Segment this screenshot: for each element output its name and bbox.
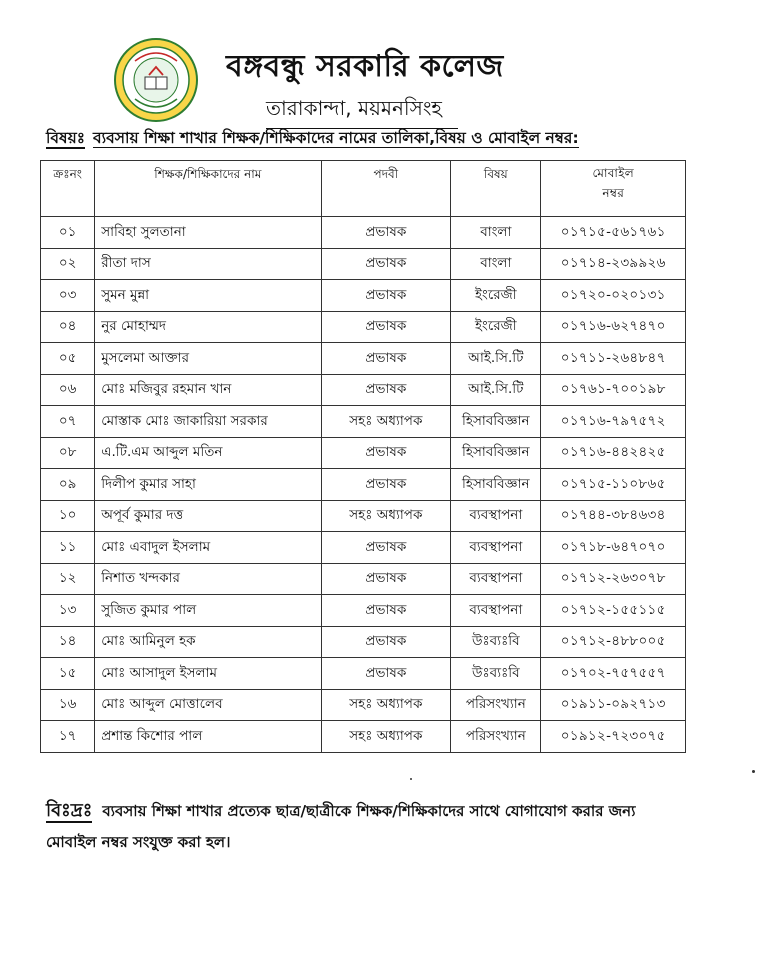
- cell-subject: আই.সি.টি: [451, 343, 541, 375]
- cell-mobile: ০১৭১২-৪৮৮০০৫: [541, 626, 686, 658]
- header-designation: পদবী: [321, 161, 451, 217]
- cell-serial: ১৬: [41, 689, 95, 721]
- cell-name: এ.টি.এম আব্দুল মতিন: [95, 437, 321, 469]
- table-row: [41, 500, 686, 532]
- cell-subject: উঃব্যঃবি: [451, 626, 541, 658]
- table-row: [41, 563, 686, 595]
- cell-subject: ইংরেজী: [451, 311, 541, 343]
- cell-name: সাবিহা সুলতানা: [95, 217, 321, 249]
- header-name: শিক্ষক/শিক্ষিকাদের নাম: [95, 161, 321, 217]
- table-row: [41, 437, 686, 469]
- table-row: [41, 595, 686, 627]
- cell-name: মোস্তাক মোঃ জাকারিয়া সরকার: [95, 406, 321, 438]
- header-mobile-line1: মোবাইল: [592, 166, 634, 180]
- cell-subject: পরিসংখ্যান: [451, 689, 541, 721]
- cell-subject: ব্যবস্থাপনা: [451, 500, 541, 532]
- cell-mobile: ০১৭২০-০২০১৩১: [541, 280, 686, 312]
- teachers-table: [40, 160, 686, 753]
- cell-serial: ১০: [41, 500, 95, 532]
- subject-label: বিষয়ঃ: [46, 129, 86, 147]
- cell-designation: প্রভাষক: [321, 280, 451, 312]
- college-logo: [113, 37, 199, 123]
- header-mobile: [541, 161, 686, 217]
- cell-name: মোঃ আসাদুল ইসলাম: [95, 658, 321, 690]
- cell-designation: প্রভাষক: [321, 626, 451, 658]
- cell-designation: প্রভাষক: [321, 437, 451, 469]
- cell-serial: ০৩: [41, 280, 95, 312]
- cell-designation: প্রভাষক: [321, 343, 451, 375]
- cell-serial: ১৩: [41, 595, 95, 627]
- table-row: [41, 721, 686, 753]
- cell-name: সুমন মুন্না: [95, 280, 321, 312]
- cell-designation: প্রভাষক: [321, 658, 451, 690]
- cell-name: অপূর্ব কুমার দত্ত: [95, 500, 321, 532]
- cell-name: মোঃ আব্দুল মোত্তালেব: [95, 689, 321, 721]
- table-row: [41, 689, 686, 721]
- cell-mobile: ০১৯১২-৭২৩০৭৫: [541, 721, 686, 753]
- footnote: [46, 795, 686, 858]
- table-row: [41, 343, 686, 375]
- table-row: [41, 311, 686, 343]
- cell-subject: ইংরেজী: [451, 280, 541, 312]
- cell-designation: সহঃ অধ্যাপক: [321, 500, 451, 532]
- cell-name: রীতা দাস: [95, 248, 321, 280]
- cell-subject: বাংলা: [451, 217, 541, 249]
- cell-mobile: ০১৭১৪-২৩৯৯২৬: [541, 248, 686, 280]
- cell-serial: ০৬: [41, 374, 95, 406]
- cell-serial: ০৯: [41, 469, 95, 501]
- footnote-label: বিঃদ্রঃ: [46, 800, 93, 821]
- cell-subject: ব্যবস্থাপনা: [451, 595, 541, 627]
- footnote-text: ব্যবসায় শিক্ষা শাখার প্রত্যেক ছাত্র/ছাত্রীকে শিক্ষক/শিক্ষিকাদের সাথে যোগাযোগ করার জন্য মোবাইল নম্বর সংযুক্ত করা হল।: [46, 802, 636, 851]
- subject-line: [46, 126, 706, 152]
- cell-serial: ০১: [41, 217, 95, 249]
- cell-serial: ১৭: [41, 721, 95, 753]
- subject-text: ব্যবসায় শিক্ষা শাখার শিক্ষক/শিক্ষিকাদের নামের তালিকা,বিষয় ও মোবাইল নম্বর:: [93, 129, 579, 147]
- cell-mobile: ০১৭১৬-৪৪২৪২৫: [541, 437, 686, 469]
- cell-mobile: ০১৭১৫-১১০৮৬৫: [541, 469, 686, 501]
- cell-mobile: ০১৭৬১-৭০০১৯৮: [541, 374, 686, 406]
- table-header-row: [41, 161, 686, 217]
- cell-mobile: ০১৭১৬-৭৯৭৫৭২: [541, 406, 686, 438]
- cell-designation: সহঃ অধ্যাপক: [321, 406, 451, 438]
- table-row: [41, 248, 686, 280]
- table-row: [41, 374, 686, 406]
- cell-designation: প্রভাষক: [321, 532, 451, 564]
- cell-serial: ০৪: [41, 311, 95, 343]
- cell-subject: ব্যবস্থাপনা: [451, 563, 541, 595]
- college-address: তারাকান্দা, ময়মনসিংহ: [266, 94, 458, 129]
- cell-subject: ব্যবস্থাপনা: [451, 532, 541, 564]
- cell-designation: প্রভাষক: [321, 248, 451, 280]
- cell-serial: ১২: [41, 563, 95, 595]
- cell-name: মুসলেমা আক্তার: [95, 343, 321, 375]
- cell-serial: ০৮: [41, 437, 95, 469]
- cell-subject: হিসাববিজ্ঞান: [451, 469, 541, 501]
- cell-subject: আই.সি.টি: [451, 374, 541, 406]
- cell-subject: হিসাববিজ্ঞান: [451, 406, 541, 438]
- header-subject: বিষয়: [451, 161, 541, 217]
- cell-subject: হিসাববিজ্ঞান: [451, 437, 541, 469]
- header-mobile-line2: নম্বর: [602, 186, 625, 200]
- cell-name: নিশাত খন্দকার: [95, 563, 321, 595]
- cell-designation: প্রভাষক: [321, 595, 451, 627]
- cell-serial: ১৫: [41, 658, 95, 690]
- cell-serial: ০২: [41, 248, 95, 280]
- cell-serial: ০৫: [41, 343, 95, 375]
- table-row: [41, 532, 686, 564]
- cell-mobile: ০১৭১২-১৫৫১১৫: [541, 595, 686, 627]
- cell-subject: বাংলা: [451, 248, 541, 280]
- cell-name: সুজিত কুমার পাল: [95, 595, 321, 627]
- cell-name: মোঃ মজিবুর রহমান খান: [95, 374, 321, 406]
- cell-mobile: ০১৭১৫-৫৬১৭৬১: [541, 217, 686, 249]
- cell-mobile: ০১৭৪৪-৩৮৪৬৩৪: [541, 500, 686, 532]
- cell-designation: সহঃ অধ্যাপক: [321, 721, 451, 753]
- cell-serial: ১৪: [41, 626, 95, 658]
- cell-subject: উঃব্যঃবি: [451, 658, 541, 690]
- cell-mobile: ০১৭১১-২৬৪৮৪৭: [541, 343, 686, 375]
- cell-designation: প্রভাষক: [321, 311, 451, 343]
- cell-designation: সহঃ অধ্যাপক: [321, 689, 451, 721]
- cell-name: প্রশান্ত কিশোর পাল: [95, 721, 321, 753]
- scan-speck: [410, 778, 412, 780]
- cell-designation: প্রভাষক: [321, 469, 451, 501]
- cell-mobile: ০১৭০২-৭৫৭৫৫৭: [541, 658, 686, 690]
- cell-mobile: ০১৭১২-২৬৩০৭৮: [541, 563, 686, 595]
- table-row: [41, 626, 686, 658]
- cell-subject: পরিসংখ্যান: [451, 721, 541, 753]
- table-row: [41, 658, 686, 690]
- header-serial: ক্রঃনং: [41, 161, 95, 217]
- cell-name: নুর মোহাম্মদ: [95, 311, 321, 343]
- cell-designation: প্রভাষক: [321, 563, 451, 595]
- cell-mobile: ০১৯১১-০৯২৭১৩: [541, 689, 686, 721]
- cell-serial: ০৭: [41, 406, 95, 438]
- cell-mobile: ০১৭১৮-৬৪৭০৭০: [541, 532, 686, 564]
- cell-serial: ১১: [41, 532, 95, 564]
- scan-speck: [752, 770, 755, 773]
- cell-designation: প্রভাষক: [321, 374, 451, 406]
- table-row: [41, 469, 686, 501]
- cell-designation: প্রভাষক: [321, 217, 451, 249]
- table-row: [41, 217, 686, 249]
- table-row: [41, 406, 686, 438]
- cell-name: মোঃ এবাদুল ইসলাম: [95, 532, 321, 564]
- college-name: বঙ্গবন্ধু সরকারি কলেজ: [226, 49, 504, 84]
- cell-name: মোঃ আমিনুল হক: [95, 626, 321, 658]
- cell-mobile: ০১৭১৬-৬২৭৪৭০: [541, 311, 686, 343]
- table-row: [41, 280, 686, 312]
- cell-name: দিলীপ কুমার সাহা: [95, 469, 321, 501]
